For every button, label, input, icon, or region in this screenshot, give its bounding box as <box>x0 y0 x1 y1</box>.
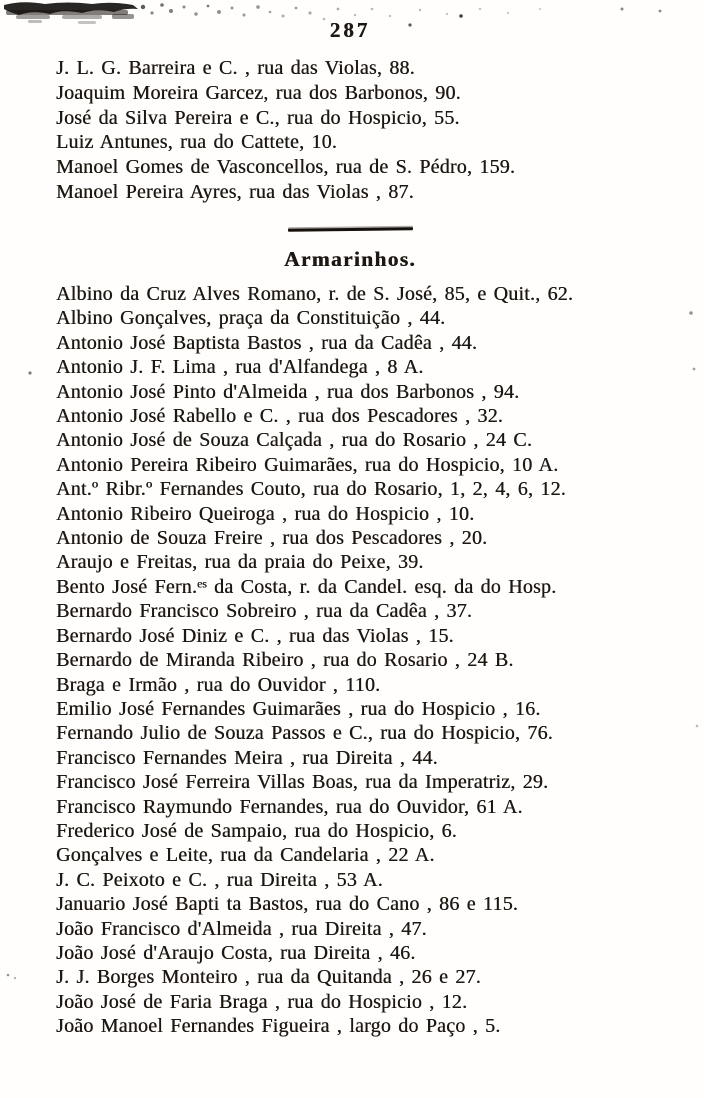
page-number: 287 <box>329 18 371 42</box>
directory-entry: Francisco Fernandes Meira , rua Direita , 44. <box>56 746 438 769</box>
directory-entry: Albino da Cruz Alves Romano, r. de S. José, 85, e Quit., 62. <box>56 283 574 305</box>
directory-entry: Joaquim Moreira Garcez, rua dos Barbonos, 90. <box>56 81 461 104</box>
directory-entry: Frederico José de Sampaio, rua do Hospicio, 6. <box>56 819 457 842</box>
directory-entry: Antonio de Souza Freire , rua dos Pescadores , 20. <box>56 527 488 550</box>
directory-entry: Braga e Irmão , rua do Ouvidor , 110. <box>56 673 381 696</box>
directory-entry: Araujo e Freitas, rua da praia do Peixe, 39. <box>56 551 424 574</box>
directory-entry: João Manoel Fernandes Figueira , largo do Paço , 5. <box>56 1015 501 1038</box>
section-heading: Armarinhos. <box>284 247 416 271</box>
directory-list-armarinhos <box>56 282 696 1039</box>
directory-entry: Manoel Pereira Ayres, rua das Violas , 87. <box>56 180 414 203</box>
directory-entry: Manoel Gomes de Vasconcellos, rua de S. Pédro, 159. <box>56 156 516 179</box>
directory-entry: João José de Faria Braga , rua do Hospicio , 12. <box>56 990 468 1013</box>
directory-list-intro <box>56 56 696 205</box>
directory-entry: Antonio José Pinto d'Almeida , rua dos Barbonos , 94. <box>56 380 520 403</box>
section-divider <box>288 227 413 232</box>
directory-entry: João Francisco d'Almeida , rua Direita , 47. <box>56 917 427 940</box>
directory-entry: Antonio José Rabello e C. , rua dos Pescadores , 32. <box>56 405 504 428</box>
directory-entry: Antonio José Baptista Bastos , rua da Cadêa , 44. <box>56 331 478 354</box>
directory-entry: Bento José Fern.ᵉˢ da Costa, r. da Candel. esq. da do Hosp. <box>56 575 557 598</box>
directory-entry: José da Silva Pereira e C., rua do Hospicio, 55. <box>56 106 460 129</box>
directory-entry: Antonio José de Souza Calçada , rua do Rosario , 24 C. <box>56 429 533 452</box>
directory-entry: Emilio José Fernandes Guimarães , rua do Hospicio , 16. <box>56 697 541 720</box>
directory-entry: Bernardo de Miranda Ribeiro , rua do Rosario , 24 B. <box>56 649 514 672</box>
directory-entry: J. L. G. Barreira e C. , rua das Violas, 88. <box>56 57 415 79</box>
directory-entry: Antonio Pereira Ribeiro Guimarães, rua do Hospicio, 10 A. <box>56 453 559 476</box>
directory-entry: Antonio J. F. Lima , rua d'Alfandega , 8 A. <box>56 356 424 379</box>
directory-entry: J. C. Peixoto e C. , rua Direita , 53 A. <box>56 868 383 891</box>
directory-entry: Antonio Ribeiro Queiroga , rua do Hospicio , 10. <box>56 502 475 525</box>
directory-entry: Luiz Antunes, rua do Cattete, 10. <box>56 131 337 154</box>
directory-entry: J. J. Borges Monteiro , rua da Quitanda , 26 e 27. <box>56 966 481 989</box>
directory-entry: Fernando Julio de Souza Passos e C., rua do Hospicio, 76. <box>56 722 553 745</box>
directory-entry: Francisco Raymundo Fernandes, rua do Ouvidor, 61 A. <box>56 795 523 818</box>
directory-entry: João José d'Araujo Costa, rua Direita , 46. <box>56 941 416 964</box>
directory-entry: Bernardo Francisco Sobreiro , rua da Cadêa , 37. <box>56 600 473 623</box>
directory-entry: Albino Gonçalves, praça da Constituição , 44. <box>56 307 446 330</box>
directory-entry: Francisco José Ferreira Villas Boas, rua da Imperatriz, 29. <box>56 771 549 794</box>
directory-entry: Ant.º Ribr.º Fernandes Couto, rua do Rosario, 1, 2, 4, 6, 12. <box>56 478 566 501</box>
directory-entry: Gonçalves e Leite, rua da Candelaria , 22 A. <box>56 844 435 867</box>
directory-entry: Januario José Bapti ta Bastos, rua do Cano , 86 e 115. <box>56 893 518 916</box>
directory-entry: Bernardo José Diniz e C. , rua das Violas , 15. <box>56 624 454 647</box>
